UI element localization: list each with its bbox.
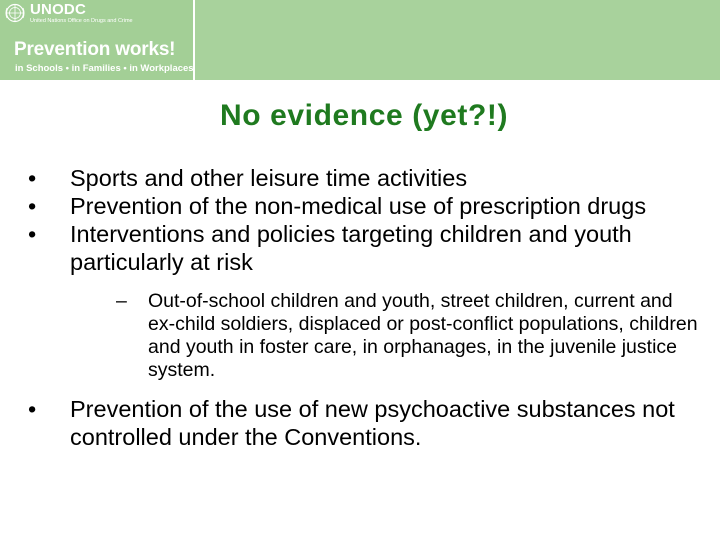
bullet-item xyxy=(24,164,704,192)
sub-bullet-list xyxy=(70,290,704,382)
campaign-subtitle: in Schools • in Families • in Workplaces xyxy=(15,63,194,74)
bullet-marker: • xyxy=(28,165,37,191)
bullet-marker: • xyxy=(28,396,37,422)
bullet-text: Sports and other leisure time activities xyxy=(70,165,468,191)
campaign-title: Prevention works! xyxy=(14,39,176,60)
dash-marker: – xyxy=(116,290,127,312)
sub-bullet-item xyxy=(70,290,704,382)
un-emblem-icon xyxy=(4,2,26,24)
brand-name: UNODC xyxy=(30,1,86,18)
bullet-item xyxy=(24,395,704,451)
unodc-logo-panel xyxy=(0,0,195,80)
bullet-marker: • xyxy=(28,193,37,219)
bullet-marker: • xyxy=(28,221,37,247)
bullet-item xyxy=(24,220,704,382)
sub-bullet-text: Out-of-school children and youth, street children, current and ex-child soldiers, displaced or post-conflict populations, children and youth in foster care, in orphanages, in the juvenile justice system. xyxy=(148,290,698,381)
bullet-text: Prevention of the use of new psychoactive substances not controlled under the Conventions. xyxy=(70,396,675,450)
bullet-item xyxy=(24,192,704,220)
bullet-list xyxy=(24,164,704,451)
slide-title: No evidence (yet?!) xyxy=(219,99,509,132)
bullet-text: Prevention of the non-medical use of prescription drugs xyxy=(70,193,647,219)
bullet-text: Interventions and policies targeting children and youth particularly at risk xyxy=(70,221,632,275)
brand-subtitle: United Nations Office on Drugs and Crime xyxy=(30,18,133,24)
